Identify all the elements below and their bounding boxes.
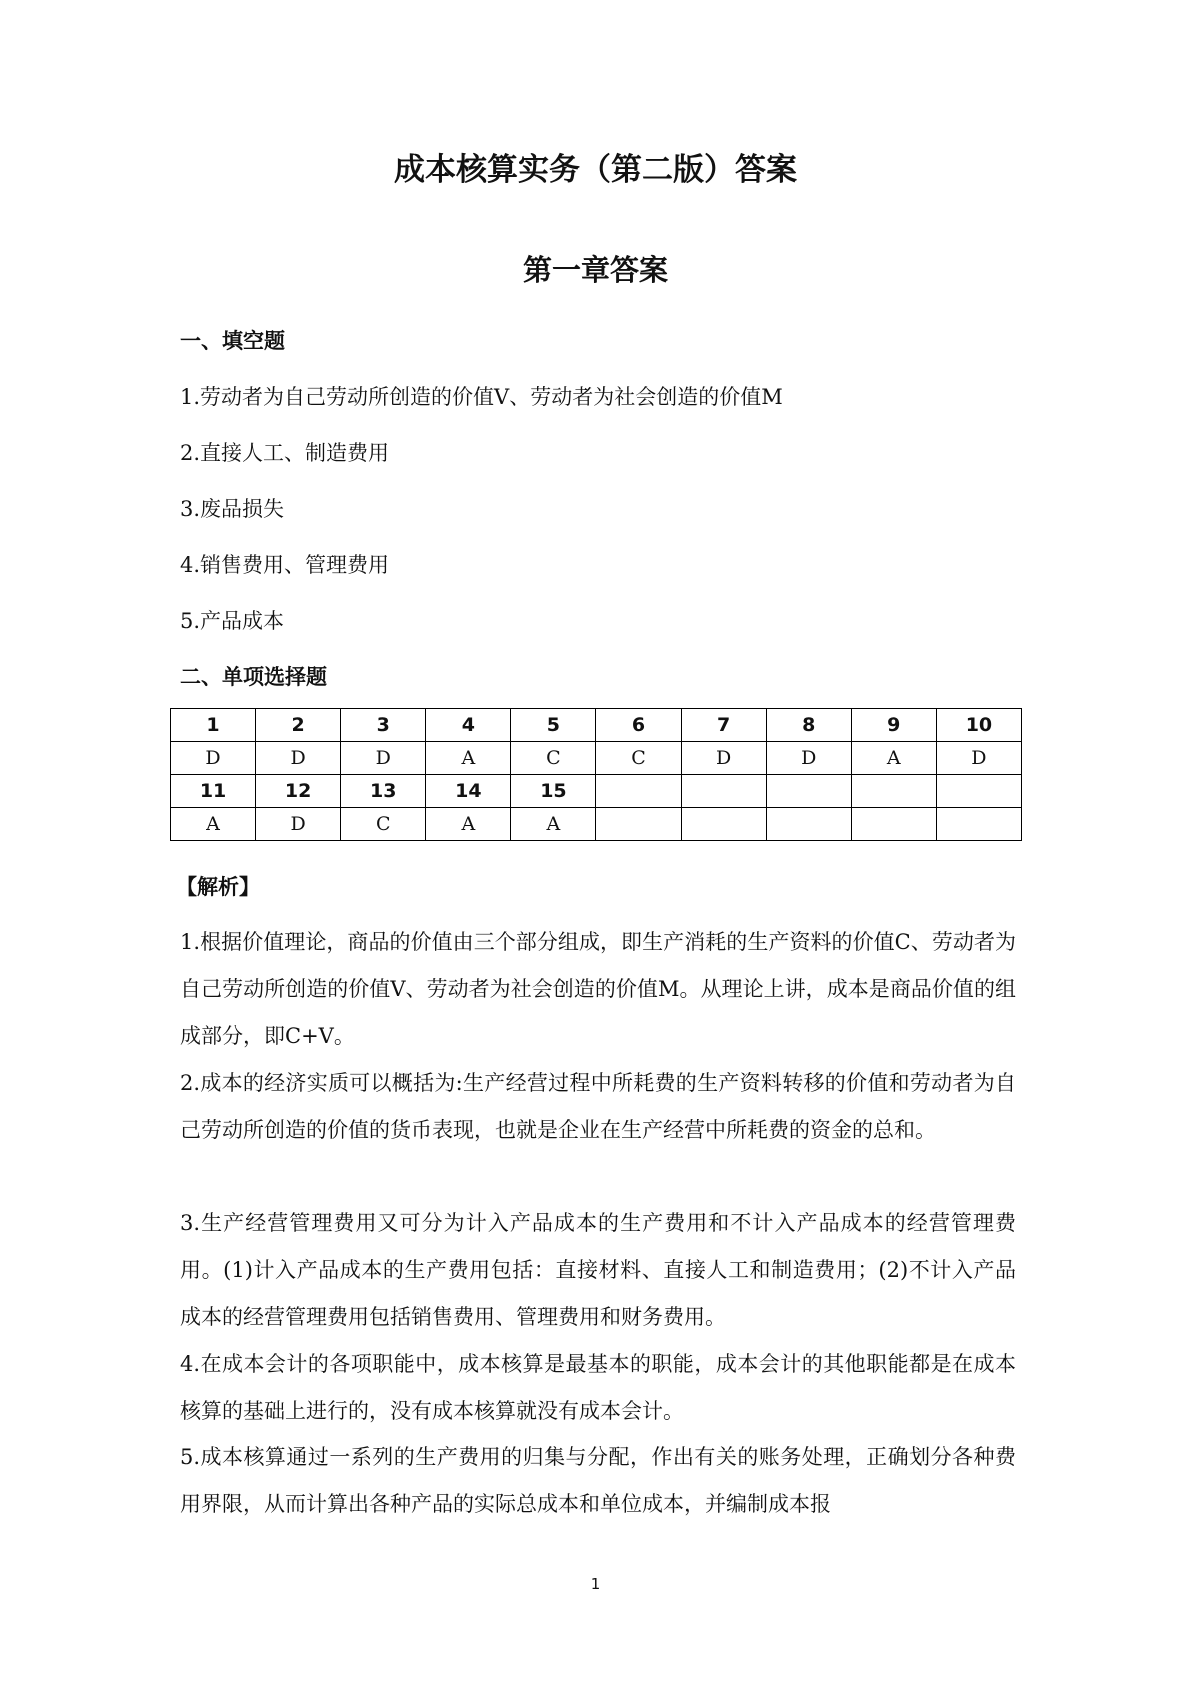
analysis-heading: 【解析】 — [176, 875, 260, 899]
analysis-paragraph-3: 3.生产经营管理费用又可分为计入产品成本的生产费用和不计入产品成本的经营管理费用。(1)计入产品成本的生产费用包括：直接材料、直接人工和制造费用；(2)不计入产品成本的经营管理费用包括销售费用、管理费用和财务费用。 — [180, 1211, 1016, 1329]
answer-cell: C — [596, 742, 681, 775]
single-choice-heading: 二、单项选择题 — [180, 665, 327, 689]
question-number-cell: 4 — [426, 709, 511, 742]
empty-cell — [681, 808, 766, 841]
empty-cell — [936, 775, 1021, 808]
question-number-cell: 8 — [766, 709, 851, 742]
answer-row — [171, 808, 1022, 841]
analysis-paragraph-4: 4.在成本会计的各项职能中，成本核算是最基本的职能，成本会计的其他职能都是在成本核算的基础上进行的，没有成本核算就没有成本会计。 — [180, 1352, 1016, 1423]
answer-cell: D — [341, 742, 426, 775]
answer-cell: A — [851, 742, 936, 775]
fill-blank-answer-1: 1.劳动者为自己劳动所创造的价值V、劳动者为社会创造的价值M — [180, 385, 783, 409]
analysis-paragraph-2: 2.成本的经济实质可以概括为:生产经营过程中所耗费的生产资料转移的价值和劳动者为自己劳动所创造的价值的货币表现，也就是企业在生产经营中所耗费的资金的总和。 — [180, 1071, 1016, 1142]
question-number-cell: 2 — [256, 709, 341, 742]
answer-cell: A — [511, 808, 596, 841]
answer-cell: D — [256, 808, 341, 841]
answer-row — [171, 742, 1022, 775]
question-number-cell: 14 — [426, 775, 511, 808]
question-number-cell: 15 — [511, 775, 596, 808]
empty-cell — [766, 775, 851, 808]
answer-cell: D — [936, 742, 1021, 775]
page-number: 1 — [590, 1575, 601, 1593]
empty-cell — [681, 775, 766, 808]
fill-blank-heading: 一、填空题 — [180, 329, 285, 353]
empty-cell — [936, 808, 1021, 841]
empty-cell — [596, 775, 681, 808]
question-number-row — [171, 709, 1022, 742]
answer-cell: A — [426, 742, 511, 775]
analysis-paragraph-1: 1.根据价值理论，商品的价值由三个部分组成，即生产消耗的生产资料的价值C、劳动者为自己劳动所创造的价值V、劳动者为社会创造的价值M。从理论上讲，成本是商品价值的组成部分，即C+V。 — [180, 930, 1016, 1048]
answer-cell: D — [766, 742, 851, 775]
question-number-cell: 11 — [171, 775, 256, 808]
question-number-cell: 1 — [171, 709, 256, 742]
question-number-row — [171, 775, 1022, 808]
question-number-cell: 7 — [681, 709, 766, 742]
document-title: 成本核算实务（第二版）答案 — [394, 152, 797, 188]
empty-cell — [596, 808, 681, 841]
answer-cell: A — [171, 808, 256, 841]
fill-blank-answer-3: 3.废品损失 — [180, 497, 285, 521]
answer-cell: D — [681, 742, 766, 775]
answer-cell: D — [256, 742, 341, 775]
empty-cell — [851, 775, 936, 808]
answer-cell: D — [171, 742, 256, 775]
analysis-paragraph-5: 5.成本核算通过一系列的生产费用的归集与分配，作出有关的账务处理，正确划分各种费用界限，从而计算出各种产品的实际总成本和单位成本，并编制成本报 — [180, 1445, 1016, 1516]
question-number-cell: 5 — [511, 709, 596, 742]
chapter-title: 第一章答案 — [522, 253, 668, 287]
fill-blank-answer-4: 4.销售费用、管理费用 — [180, 553, 390, 577]
question-number-cell: 6 — [596, 709, 681, 742]
question-number-cell: 13 — [341, 775, 426, 808]
question-number-cell: 9 — [851, 709, 936, 742]
answer-cell: C — [511, 742, 596, 775]
question-number-cell: 12 — [256, 775, 341, 808]
question-number-cell: 3 — [341, 709, 426, 742]
single-choice-answer-table — [170, 708, 1022, 841]
answer-cell: C — [341, 808, 426, 841]
empty-cell — [766, 808, 851, 841]
fill-blank-answer-5: 5.产品成本 — [180, 609, 285, 633]
question-number-cell: 10 — [936, 709, 1021, 742]
empty-cell — [851, 808, 936, 841]
answer-cell: A — [426, 808, 511, 841]
fill-blank-answer-2: 2.直接人工、制造费用 — [180, 441, 390, 465]
